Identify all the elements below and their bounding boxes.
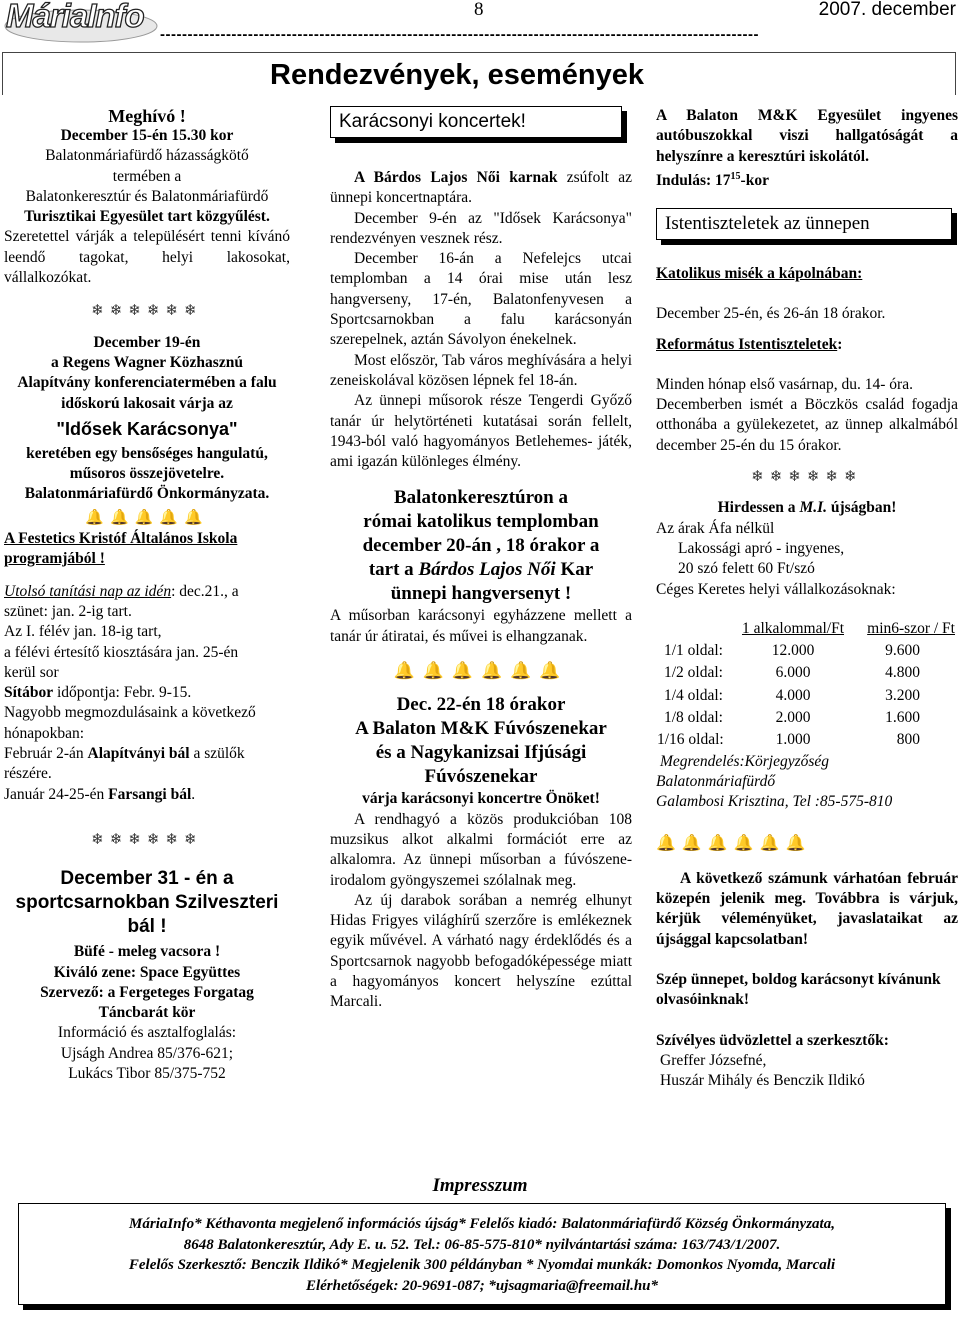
snowflake-separator-icon: ❄❄❄❄❄❄ [751,467,863,486]
price-six: 800 [896,731,920,749]
church-line: december 20-án , 18 órakor a [362,535,600,557]
feb-bold: Alapítványi bál [87,745,190,763]
invite-line: Balatonmáriafürdő házasságkötő [45,147,249,165]
nye-line: Büfé - meleg vacsora ! [73,943,221,961]
price-size: 1/2 oldal: [664,664,723,682]
price-six: 4.800 [885,664,920,682]
dec19-event-name: "Idősek Karácsonya" [56,418,238,439]
price-row [656,729,956,751]
ad-line: 20 szó felett 60 Ft/szó [678,560,815,578]
impressum-line: MáriaInfo* Kéthavonta megjelenő információs újság* Felelős kiadó: Balatonmáriafürdő Község Önkormányzata, [129,1216,835,1232]
services-box-title: Istentiszteletek az ünnepen [665,213,870,234]
school-line: a félévi értesítő kiosztására jan. 25-én [4,643,239,661]
dec19-line: December 19-én [93,333,201,351]
choir-name: A Bárdos Lajos Női karnak [354,169,558,186]
concerts-box [330,106,622,138]
price-size: 1/16 oldal: [657,731,724,749]
school-line: Az I. félév jan. 18-ig tart, [4,623,162,641]
feb-ball [4,744,290,785]
brass-line: A Balaton M&K Fúvószenekar [355,718,607,740]
dec19-line: a Regens Wagner Közhasznú [51,353,243,371]
price-once: 2.000 [775,709,811,727]
brass-p1: A rendhagyó a közös produkcióban 108 muzsikus alkot alkalmi formációt erre az alkalomra. Az ünnepi műsorban a fúvószene-irodalom gyöngyszemei szólalnak meg. [330,810,632,889]
feb-post: a szülők részére. [4,745,245,783]
left-column [4,106,290,1084]
next-issue: A következő számunk várhatóan február közepén jelenik meg. Továbbra is várjuk, kérjük véleményüket, javaslataikat az újsággal kapcsolatban! [656,869,958,948]
price-size: 1/4 oldal: [664,686,723,704]
impressum-line: 8648 Balatonkeresztúr, Ady E. u. 52. Tel.: 06-85-575-810* nyilvántartási száma: 163/743/1/2007. [183,1236,781,1253]
bus-time [656,167,958,191]
nye-line: Kiváló zene: Space Együttes [53,963,241,981]
concerts-box-title: Karácsonyi koncertek! [339,111,526,132]
issue-date: 2007. december [818,0,956,20]
order-line: Galambosi Krisztina, Tel :85-575-810 [656,793,893,811]
brass-line: és a Nagykanizsai Ifjúsági [375,742,587,764]
school-last-day-label: Utolsó tanítási nap az idén [4,582,172,600]
price-once: 1.000 [775,731,811,749]
masthead-logo [2,2,160,46]
ad-line: Céges Keretes helyi vállalkozásoknak: [656,580,896,598]
invite-line: Turisztikai Egyesület tart közgyűlést. [24,208,270,226]
invite-line: Balatonkeresztúr és Balatonmáriafürdő [25,187,269,205]
sitabor-value: időpontja: Febr. 9-15. [53,684,192,702]
bus-time-sup: 15 [730,170,741,182]
price-table [656,618,956,752]
reformed-title [656,335,958,355]
school-last-day [4,582,290,602]
price-once: 4.000 [775,686,811,704]
ad-title [656,498,958,518]
bell-separator-icon: 🔔🔔🔔🔔🔔 [85,507,209,526]
bus-time-pre: Indulás: 17 [656,172,731,190]
dec22-title: Dec. 22-én 18 órakor [396,694,566,716]
order-line: Megrendelés:Körjegyzőség [660,752,830,770]
price-header-row [656,618,956,640]
impressum-title: Impresszum [432,1175,528,1196]
church-post: Kar [555,559,594,581]
nye-line: Táncbarát kör [98,1004,196,1022]
price-six: 9.600 [885,642,920,660]
church-body: A műsorban karácsonyi egyházzene mellett a tanár úr átiratai, és művei is elhangzanak. [330,607,632,645]
page-number: 8 [474,0,484,20]
bell-separator-icon: 🔔🔔🔔🔔🔔🔔 [656,832,812,852]
right-column-lower [656,264,958,1092]
ad-pre: Hirdessen a [717,499,800,517]
snowflake-separator-icon: ❄❄❄❄❄❄ [91,301,203,320]
nye-info: Információ és asztalfoglalás: [57,1024,237,1042]
impressum-line: Felelős Szerkesztő: Benczik Ildikó* Megjelenik 300 példányban * Nyomdai munkák: Domonkos Nyomda, Marcali [128,1257,836,1273]
dec19-line: időskorú lakosait várja az [61,394,233,412]
header-dash-rule: ------------------------------------------------------------------------------------------------------------- [160,28,759,42]
church-line: római katolikus templomban [363,511,599,533]
brass-invite: várja karácsonyi koncertre Önöket! [362,790,600,808]
catholic-text: December 25-én, és 26-án 18 órakor. [656,305,886,323]
nye-title: December 31 - én a sportcsarnokban Szilveszteri bál ! [15,868,279,938]
dec19-line: Alapítvány konferenciatermében a falu [17,374,277,392]
concert-p5: Az ünnepi műsorok része Tengerdi Győző tanár úr helytörténeti kutatásai során fellelt, 1943-ból való hagyományos Betlehemes- játék, ami igazán különleges élmény. [330,392,632,471]
jan-pre: Január 24-25-én [4,785,109,803]
dec19-line: Balatonmáriafürdő Önkormányzata. [24,485,270,503]
price-header: min6-szor / Ft [867,619,955,637]
invite-title: Meghívó ! [108,106,186,126]
editor-line: Greffer Józsefné, [660,1051,767,1069]
price-size: 1/8 oldal: [664,709,723,727]
church-line: ünnepi hangversenyt ! [390,583,572,605]
price-row [656,707,956,729]
section-title: Rendezvények, események [270,59,644,91]
school-line: szünet: jan. 2-ig tart. [4,602,132,620]
concert-p2: December 9-én az "Idősek Karácsonya" rendezvényen vesznek rész. [330,209,632,247]
price-six: 1.600 [885,709,920,727]
price-once: 12.000 [771,642,815,660]
bell-separator-icon: 🔔🔔🔔🔔🔔🔔 [393,661,569,682]
concert-p1-rest: zsúfolt az ünnepi koncertnaptára. [330,169,633,207]
invite-line: December 15-én 15.30 kor [60,127,234,144]
price-row [656,685,956,707]
bus-time-post: -kor [740,172,769,190]
nye-info: Lukács Tibor 85/375-752 [68,1064,226,1082]
ad-line: Az árak Áfa nélkül [656,519,775,537]
reformed-colon: : [837,335,843,353]
jan-bold: Farsangi bál [108,785,192,803]
concert-p3: December 16-án a Nefelejcs utcai templomban a 14 órai mise után lesz hangverseny, 17-én, Balatonfenyvesen a Sportcsarnokban a falu karácsonyán szerepelnek, aztán Sávolyon énekelnek. [330,250,632,349]
right-column [656,106,958,191]
regards: Szívélyes üdvözlettel a szerkesztők: [656,1031,889,1049]
snowflake-separator-icon: ❄❄❄❄❄❄ [91,829,203,848]
ad-line: Lakossági apró - ingyenes, [678,539,845,557]
invite-line: termében a [112,167,182,185]
price-row [656,640,956,662]
nye-info: Ujságh Andrea 85/376-621; [60,1044,234,1062]
dec19-line: keretében egy bensőséges hangulatú, [26,444,268,462]
catholic-title: Katolikus misék a kápolnában: [656,265,863,282]
concert-p4: Most először, Tab város meghívására a helyi zeneiskolával közösen lépnek fel 18-án. [330,351,632,389]
nye-line: Szervező: a Fergeteges Forgatag [40,983,254,1001]
dec19-line: műsoros összejövetelre. [69,465,225,483]
services-box [656,208,952,240]
price-header: 1 alkalommal/Ft [741,619,845,637]
logo-text: MáriaInfo [6,0,144,34]
church-italic: Bárdos Lajos Női [418,559,556,581]
price-six: 3.200 [885,686,920,704]
school-line: kerül sor [4,663,59,681]
ad-italic: M.I. [799,499,828,517]
price-row [656,662,956,684]
school-plans: Nagyobb megmozdulásaink a következő hónapokban: [4,704,256,742]
reformed-p2: Decemberben ismét a Böczkös család fogadja otthonába a gyülekezetet, az ünnep alkalmából december 25-én du 15 órakor. [656,396,958,454]
brass-p2: Az új darabok sorában a nemrég elhunyt Hidas Frigyes világhírű szerzőre is emlékeznek egyik művével. A várható nagy érdeklődés és a Sportcsarnok nagyobb befogadóképessége miatt a hagyományos koncert helyszíne ezúttal Marcali. [330,891,632,1011]
price-once: 6.000 [775,664,811,682]
concert-p1 [330,168,632,209]
invite-body: Szeretettel várják a településért tenni kívánó leendő tagokat, helyi lakosokat, vállalkozókat. [4,228,290,287]
school-last-day-value: : dec.21., a [171,582,239,600]
order-line: Balatonmáriafürdő [656,772,776,790]
jan-post: . [191,785,196,803]
greeting: Szép ünnepet, boldog karácsonyt kívánunk olvasóinknak! [656,971,941,1009]
editor-line: Huszár Mihály és Benczik Ildikó [660,1072,865,1090]
sitabor-label: Sítábor [4,684,54,702]
reformed-p1: Minden hónap első vasárnap, du. 14- óra. [656,375,913,393]
church-line [330,558,632,582]
feb-pre: Február 2-án [4,745,88,763]
ad-post: újságban! [827,499,897,517]
sitabor-line [4,683,290,703]
church-pre: tart a [368,559,419,581]
price-size: 1/1 oldal: [664,642,723,660]
school-title: A Festetics Kristóf Általános Iskola programjából ! [4,530,238,568]
impressum-line: Elérhetőségek: 20-9691-087; *ujsagmaria@freemail.hu* [305,1277,659,1294]
impressum-box [18,1203,946,1305]
brass-line: Fúvószenekar [424,766,538,788]
middle-column [330,168,632,1013]
church-line: Balatonkeresztúron a [394,487,568,509]
reformed-title-text: Református Istentiszteletek [656,335,838,353]
bus-text: A Balaton M&K Egyesület ingyenes autóbuszokkal viszi hallgatóságát a helyszínre a keresztúri iskolától. [656,107,958,165]
jan-ball [4,785,290,805]
